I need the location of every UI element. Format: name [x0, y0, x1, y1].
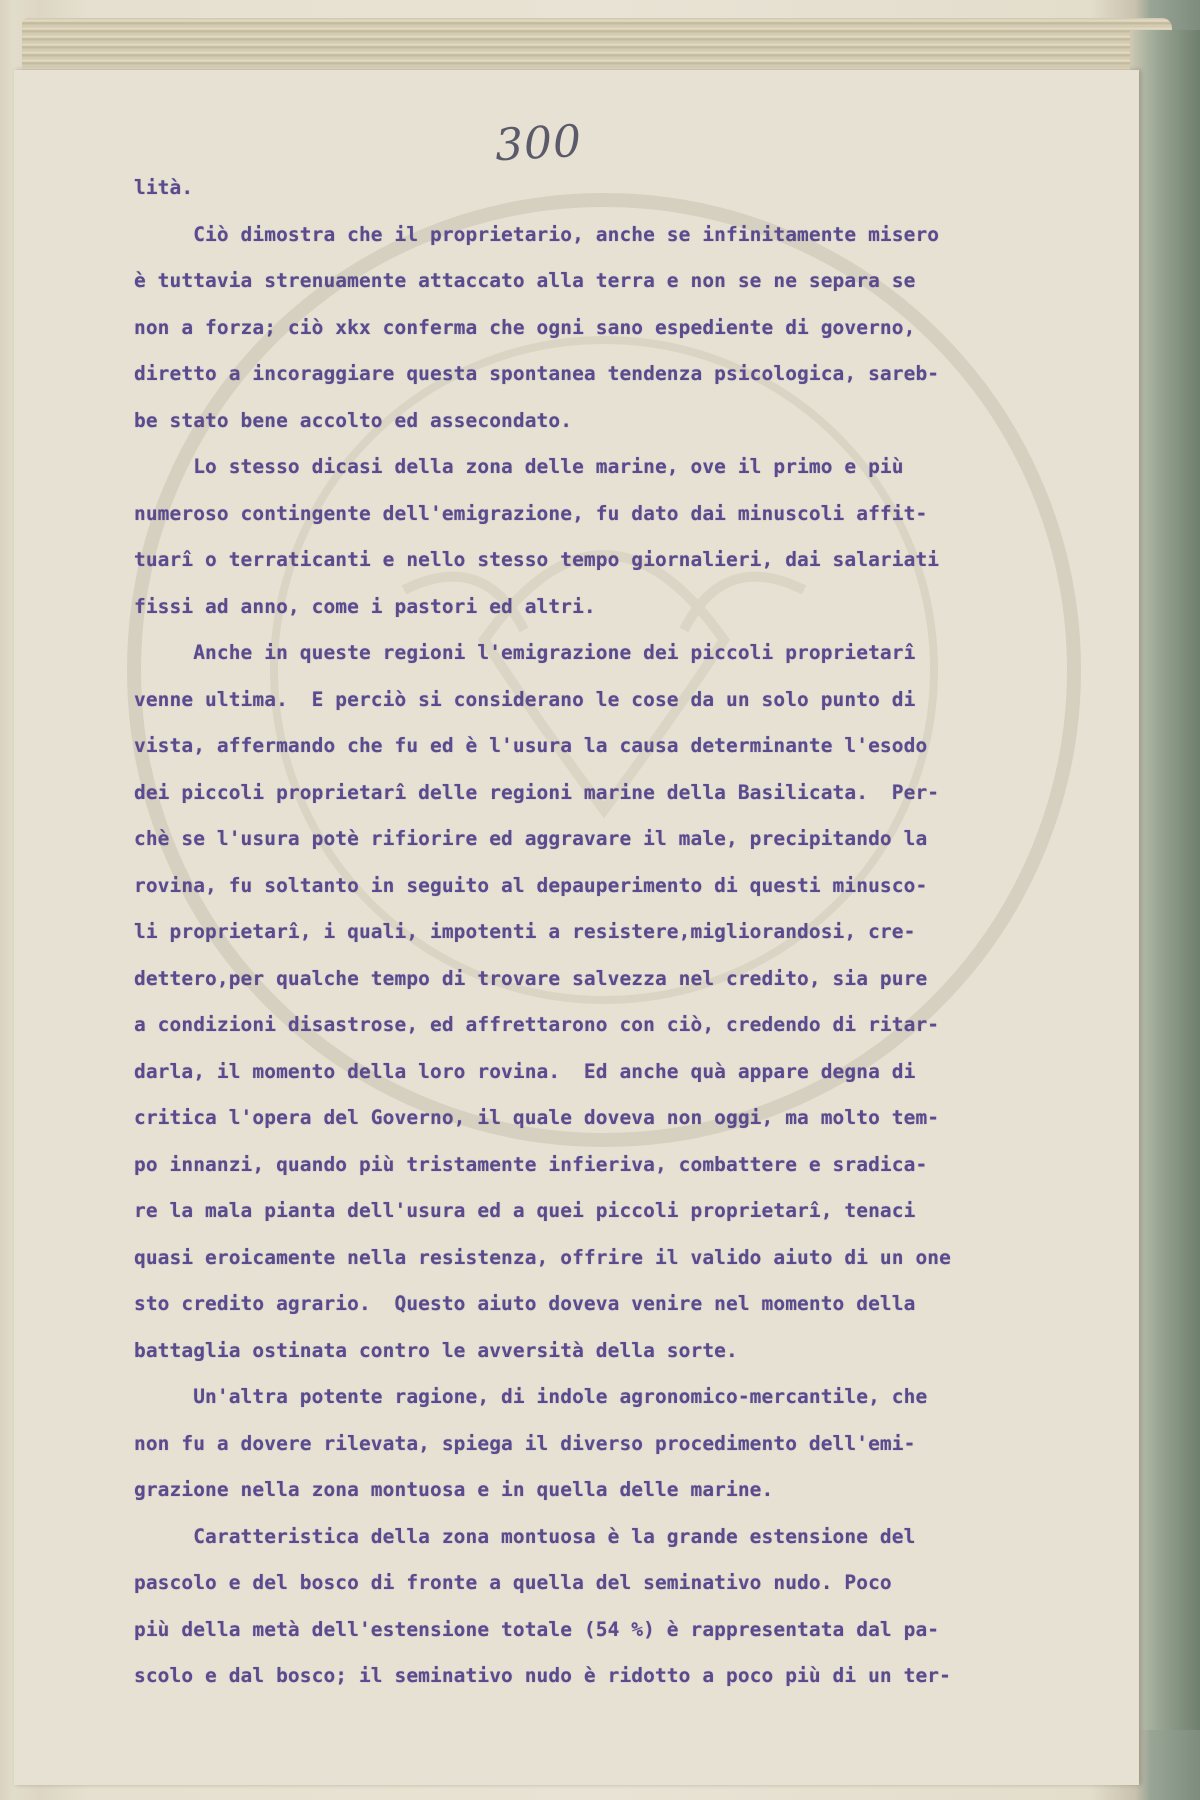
text-line: numeroso contingente dell'emigrazione, fu dato dai minuscoli affit- — [134, 501, 928, 525]
text-line: non a forza; ciò xkx conferma che ogni sano espediente di governo, — [134, 315, 916, 339]
text-line: li proprietarî, i quali, impotenti a resistere,migliorandosi, cre- — [134, 920, 916, 943]
text-line: vista, affermando che fu ed è l'usura la causa determinante l'esodo — [134, 734, 928, 757]
text-line: più della metà dell'estensione totale (54 %) è rappresentata dal pa- — [134, 1617, 940, 1641]
typewritten-text — [134, 165, 1084, 1700]
page-edges — [22, 18, 1172, 76]
text-line: a condizioni disastrose, ed affrettarono con ciò, credendo di ritar- — [134, 1013, 940, 1036]
text-line: è tuttavia strenuamente attaccato alla terra e non se ne separa se — [134, 269, 916, 292]
text-line: chè se l'usura potè rifiorire ed aggravare il male, precipitando la — [134, 827, 928, 850]
text-line: sto credito agrario. Questo aiuto doveva venire nel momento della — [134, 1292, 916, 1315]
text-line: non fu a dovere rilevata, spiega il diverso procedimento dell'emi- — [134, 1431, 916, 1455]
text-line: lità. — [134, 176, 194, 199]
text-line: darla, il momento della loro rovina. Ed anche quà appare degna di — [134, 1059, 916, 1083]
text-line: be stato bene accolto ed assecondato. — [134, 408, 573, 432]
handwritten-page-number: 300 — [493, 115, 584, 172]
text-line: diretto a incoraggiare questa spontanea tendenza psicologica, sareb- — [134, 362, 940, 385]
text-line: grazione nella zona montuosa e in quella delle marine. — [134, 1478, 774, 1501]
text-line: battaglia ostinata contro le avversità della sorte. — [134, 1338, 738, 1362]
text-line: venne ultima. E perciò si considerano le cose da un solo punto di — [134, 687, 916, 711]
text-line: pascolo e del bosco di fronte a quella del seminativo nudo. Poco — [134, 1571, 892, 1594]
text-line: tuarî o terraticanti e nello stesso tempo giornalieri, dai salariati — [134, 548, 940, 571]
text-line: Un'altra potente ragione, di indole agronomico-mercantile, che — [134, 1385, 928, 1408]
text-line: re la mala pianta dell'usura ed a quei piccoli proprietarî, tenaci — [134, 1199, 916, 1222]
text-line: dei piccoli proprietarî delle regioni marine della Basilicata. Per- — [134, 780, 940, 804]
text-line: rovina, fu soltanto in seguito al depauperimento di questi minusco- — [134, 873, 928, 897]
text-line: Lo stesso dicasi della zona delle marine, ove il primo e più — [134, 455, 904, 478]
text-line: critica l'opera del Governo, il quale doveva non oggi, ma molto tem- — [134, 1106, 940, 1129]
text-line: scolo e dal bosco; il seminativo nudo è ridotto a poco più di un ter- — [134, 1664, 951, 1687]
text-line: dettero,per qualche tempo di trovare salvezza nel credito, sia pure — [134, 966, 928, 990]
text-line: quasi eroicamente nella resistenza, offrire il valido aiuto di un one — [134, 1245, 951, 1269]
text-line: Ciò dimostra che il proprietario, anche se infinitamente misero — [134, 222, 940, 246]
book-binding — [1130, 30, 1200, 1730]
text-line: po innanzi, quando più tristamente infieriva, combattere e sradica- — [134, 1152, 928, 1176]
text-line: Caratteristica della zona montuosa è la grande estensione del — [134, 1524, 916, 1548]
text-line: fissi ad anno, come i pastori ed altri. — [134, 594, 596, 618]
text-line: Anche in queste regioni l'emigrazione dei piccoli proprietarî — [134, 641, 916, 664]
